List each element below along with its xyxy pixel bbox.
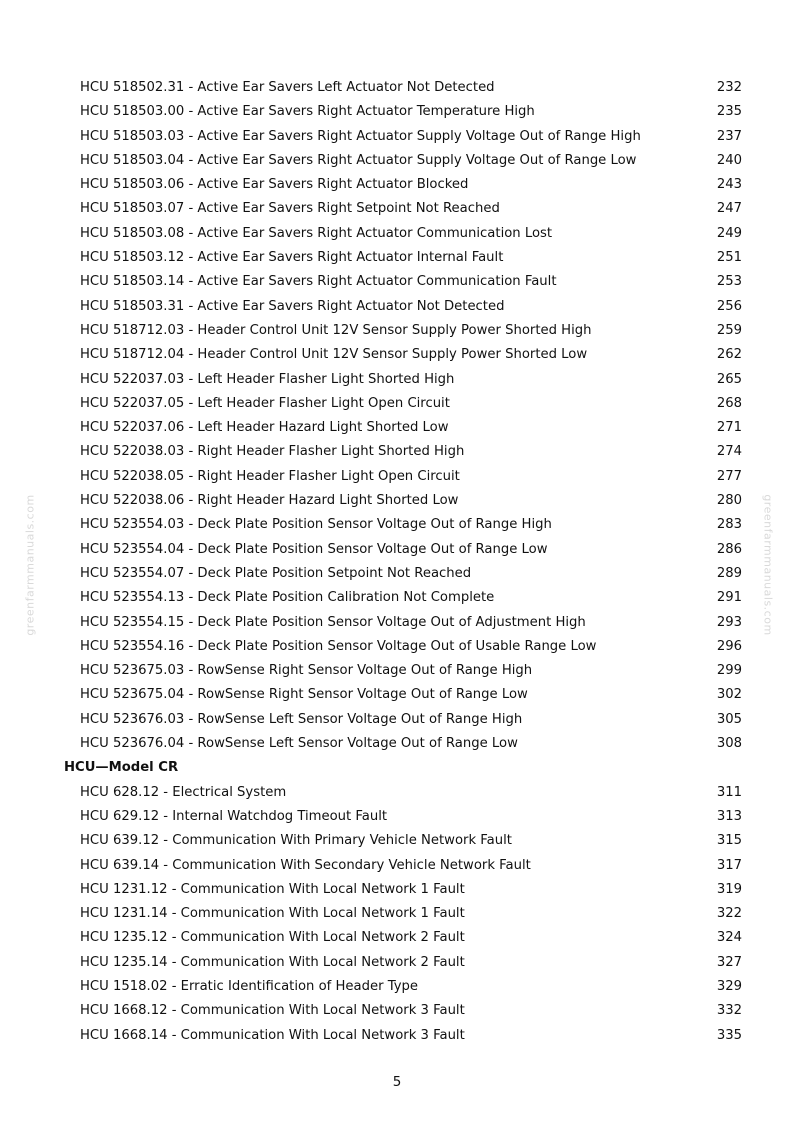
toc-entry-page[interactable]: 251 — [716, 250, 742, 266]
toc-entry-page[interactable]: 291 — [716, 590, 742, 606]
toc-entry-page[interactable]: 286 — [716, 541, 742, 557]
toc-entry-page[interactable]: 329 — [716, 978, 742, 994]
toc-entry[interactable] — [0, 173, 794, 197]
toc-entry[interactable] — [0, 513, 794, 537]
toc-entry[interactable] — [0, 197, 794, 221]
toc-entry-title[interactable]: HCU 518503.03 - Active Ear Savers Right Actuator Supply Voltage Out of Range High — [80, 128, 641, 144]
toc-entry[interactable] — [0, 343, 794, 367]
toc-entry-title[interactable]: HCU 523675.04 - RowSense Right Sensor Voltage Out of Range Low — [80, 687, 528, 703]
section-heading-row — [0, 756, 794, 780]
toc-entry-page[interactable]: 335 — [716, 1027, 742, 1043]
toc-entry-title[interactable]: HCU 639.12 - Communication With Primary Vehicle Network Fault — [80, 833, 512, 849]
toc-entry[interactable] — [0, 951, 794, 975]
toc-entry-title[interactable]: HCU 1235.12 - Communication With Local Network 2 Fault — [80, 930, 465, 946]
toc-entry[interactable] — [0, 319, 794, 343]
table-of-contents — [0, 76, 794, 1048]
toc-entry-page[interactable]: 235 — [716, 104, 742, 120]
toc-entry[interactable] — [0, 732, 794, 756]
toc-entry-page[interactable]: 315 — [716, 833, 742, 849]
toc-entry[interactable] — [0, 683, 794, 707]
toc-entry[interactable] — [0, 805, 794, 829]
toc-entry-page[interactable]: 249 — [716, 225, 742, 241]
toc-entry[interactable] — [0, 902, 794, 926]
toc-entry-page[interactable]: 308 — [716, 736, 742, 752]
toc-entry-title[interactable]: HCU 518503.31 - Active Ear Savers Right Actuator Not Detected — [80, 298, 505, 314]
toc-entry-page[interactable]: 322 — [716, 906, 742, 922]
section-heading: HCU—Model CR — [64, 760, 179, 776]
toc-entry[interactable] — [0, 392, 794, 416]
page-number: 5 — [392, 1074, 402, 1090]
toc-entry-title[interactable]: HCU 1231.14 - Communication With Local Network 1 Fault — [80, 906, 465, 922]
toc-entry-title[interactable]: HCU 523554.16 - Deck Plate Position Sensor Voltage Out of Usable Range Low — [80, 638, 597, 654]
toc-entry[interactable] — [0, 999, 794, 1023]
toc-entry-title[interactable]: HCU 523676.04 - RowSense Left Sensor Voltage Out of Range Low — [80, 736, 518, 752]
toc-entry-title[interactable]: HCU 518503.00 - Active Ear Savers Right Actuator Temperature High — [80, 104, 535, 120]
toc-entry-page[interactable]: 327 — [716, 954, 742, 970]
toc-entry-title[interactable]: HCU 523554.04 - Deck Plate Position Sensor Voltage Out of Range Low — [80, 541, 548, 557]
toc-entry[interactable] — [0, 635, 794, 659]
toc-entry[interactable] — [0, 416, 794, 440]
toc-entry-title[interactable]: HCU 522037.06 - Left Header Hazard Light Shorted Low — [80, 420, 449, 436]
toc-entry-page[interactable]: 277 — [716, 468, 742, 484]
toc-entry-title[interactable]: HCU 522038.05 - Right Header Flasher Light Open Circuit — [80, 468, 460, 484]
toc-entry-page[interactable]: 280 — [716, 493, 742, 509]
toc-entry-title[interactable]: HCU 518502.31 - Active Ear Savers Left Actuator Not Detected — [80, 80, 495, 95]
toc-entry[interactable] — [0, 1024, 794, 1048]
toc-entry-title[interactable]: HCU 518503.14 - Active Ear Savers Right Actuator Communication Fault — [80, 274, 557, 290]
toc-entry[interactable] — [0, 878, 794, 902]
toc-entry-title[interactable]: HCU 523676.03 - RowSense Left Sensor Voltage Out of Range High — [80, 711, 523, 727]
toc-entry[interactable] — [0, 975, 794, 999]
toc-entry-page[interactable]: 302 — [716, 687, 742, 703]
toc-entry[interactable] — [0, 611, 794, 635]
toc-entry-page[interactable]: 271 — [716, 420, 742, 436]
toc-entry-title[interactable]: HCU 518712.03 - Header Control Unit 12V Sensor Supply Power Shorted High — [80, 322, 592, 338]
toc-entry-page[interactable]: 332 — [716, 1003, 742, 1019]
toc-entry[interactable] — [0, 586, 794, 610]
toc-entry-page[interactable]: 240 — [716, 152, 742, 168]
toc-entry-title[interactable]: HCU 1231.12 - Communication With Local Network 1 Fault — [80, 881, 465, 897]
toc-entry-page[interactable]: 268 — [716, 395, 742, 411]
toc-entry-title[interactable]: HCU 518503.08 - Active Ear Savers Right Actuator Communication Lost — [80, 225, 553, 241]
toc-entry-page[interactable]: 237 — [716, 128, 742, 144]
toc-entry[interactable] — [0, 829, 794, 853]
toc-entry-title[interactable]: HCU 518503.07 - Active Ear Savers Right Setpoint Not Reached — [80, 201, 500, 217]
toc-entry[interactable] — [0, 440, 794, 464]
toc-entry[interactable] — [0, 295, 794, 319]
toc-entry-title[interactable]: HCU 639.14 - Communication With Secondary Vehicle Network Fault — [80, 857, 531, 873]
toc-entry-page[interactable]: 283 — [716, 517, 742, 533]
toc-entry-title[interactable]: HCU 522038.03 - Right Header Flasher Light Shorted High — [80, 444, 465, 460]
toc-entry-page[interactable]: 253 — [716, 274, 742, 290]
toc-entry-title[interactable]: HCU 518503.04 - Active Ear Savers Right Actuator Supply Voltage Out of Range Low — [80, 152, 637, 168]
toc-entry-title[interactable]: HCU 522037.05 - Left Header Flasher Light Open Circuit — [80, 395, 450, 411]
toc-entry[interactable] — [0, 368, 794, 392]
toc-entry-page[interactable]: 296 — [716, 638, 742, 654]
toc-entry[interactable] — [0, 708, 794, 732]
toc-entry-title[interactable]: HCU 518503.06 - Active Ear Savers Right Actuator Blocked — [80, 177, 469, 193]
toc-entry-title[interactable]: HCU 518503.12 - Active Ear Savers Right Actuator Internal Fault — [80, 250, 504, 266]
watermark-right: greenfarmmanuals.com — [761, 494, 775, 636]
watermark-left: greenfarmmanuals.com — [23, 494, 37, 636]
toc-entry-title[interactable]: HCU 523554.07 - Deck Plate Position Setpoint Not Reached — [80, 565, 472, 581]
toc-entry-title[interactable]: HCU 628.12 - Electrical System — [80, 784, 287, 800]
toc-entry-title[interactable]: HCU 1668.12 - Communication With Local Network 3 Fault — [80, 1003, 465, 1019]
toc-entry[interactable] — [0, 270, 794, 294]
toc-entry-title[interactable]: HCU 522038.06 - Right Header Hazard Light Shorted Low — [80, 493, 459, 509]
toc-entry-page[interactable]: 293 — [716, 614, 742, 630]
toc-entry-page[interactable]: 289 — [716, 565, 742, 581]
toc-entry-page[interactable]: 313 — [716, 808, 742, 824]
toc-entry-title[interactable]: HCU 518712.04 - Header Control Unit 12V Sensor Supply Power Shorted Low — [80, 347, 588, 363]
toc-entry-page[interactable]: 317 — [716, 857, 742, 873]
toc-entry-page[interactable]: 319 — [716, 881, 742, 897]
toc-entry-title[interactable]: HCU 1235.14 - Communication With Local Network 2 Fault — [80, 954, 465, 970]
toc-entry[interactable] — [0, 76, 794, 100]
toc-entry-page[interactable]: 299 — [716, 663, 742, 679]
toc-entry[interactable] — [0, 538, 794, 562]
toc-entry[interactable] — [0, 100, 794, 124]
toc-entry-title[interactable]: HCU 523554.13 - Deck Plate Position Calibration Not Complete — [80, 590, 495, 606]
toc-entry-title[interactable]: HCU 523554.03 - Deck Plate Position Sensor Voltage Out of Range High — [80, 517, 552, 533]
toc-entry[interactable] — [0, 781, 794, 805]
toc-entry-page[interactable]: 305 — [716, 711, 742, 727]
toc-entry[interactable] — [0, 465, 794, 489]
toc-entry-title[interactable]: HCU 523675.03 - RowSense Right Sensor Voltage Out of Range High — [80, 663, 533, 679]
toc-entry-page[interactable]: 256 — [716, 298, 742, 314]
toc-entry-page[interactable]: 311 — [716, 784, 742, 800]
toc-entry[interactable] — [0, 854, 794, 878]
toc-entry-title[interactable]: HCU 523554.15 - Deck Plate Position Sensor Voltage Out of Adjustment High — [80, 614, 586, 630]
toc-entry-title[interactable]: HCU 1668.14 - Communication With Local Network 3 Fault — [80, 1027, 465, 1043]
toc-entry[interactable] — [0, 489, 794, 513]
toc-entry[interactable] — [0, 926, 794, 950]
toc-entry-page[interactable]: 232 — [716, 80, 742, 95]
toc-entry-page[interactable]: 247 — [716, 201, 742, 217]
toc-entry-page[interactable]: 243 — [716, 177, 742, 193]
toc-entry-title[interactable]: HCU 629.12 - Internal Watchdog Timeout Fault — [80, 808, 388, 824]
toc-entry-page[interactable]: 262 — [716, 347, 742, 363]
toc-entry-page[interactable]: 265 — [716, 371, 742, 387]
toc-entry-page[interactable]: 324 — [716, 930, 742, 946]
toc-entry[interactable] — [0, 125, 794, 149]
toc-entry-page[interactable]: 274 — [716, 444, 742, 460]
toc-entry-page[interactable]: 259 — [716, 322, 742, 338]
toc-entry[interactable] — [0, 659, 794, 683]
toc-entry[interactable] — [0, 246, 794, 270]
toc-entry[interactable] — [0, 222, 794, 246]
toc-entry[interactable] — [0, 149, 794, 173]
toc-entry-title[interactable]: HCU 522037.03 - Left Header Flasher Light Shorted High — [80, 371, 455, 387]
toc-entry-title[interactable]: HCU 1518.02 - Erratic Identification of Header Type — [80, 978, 419, 994]
toc-entry[interactable] — [0, 562, 794, 586]
